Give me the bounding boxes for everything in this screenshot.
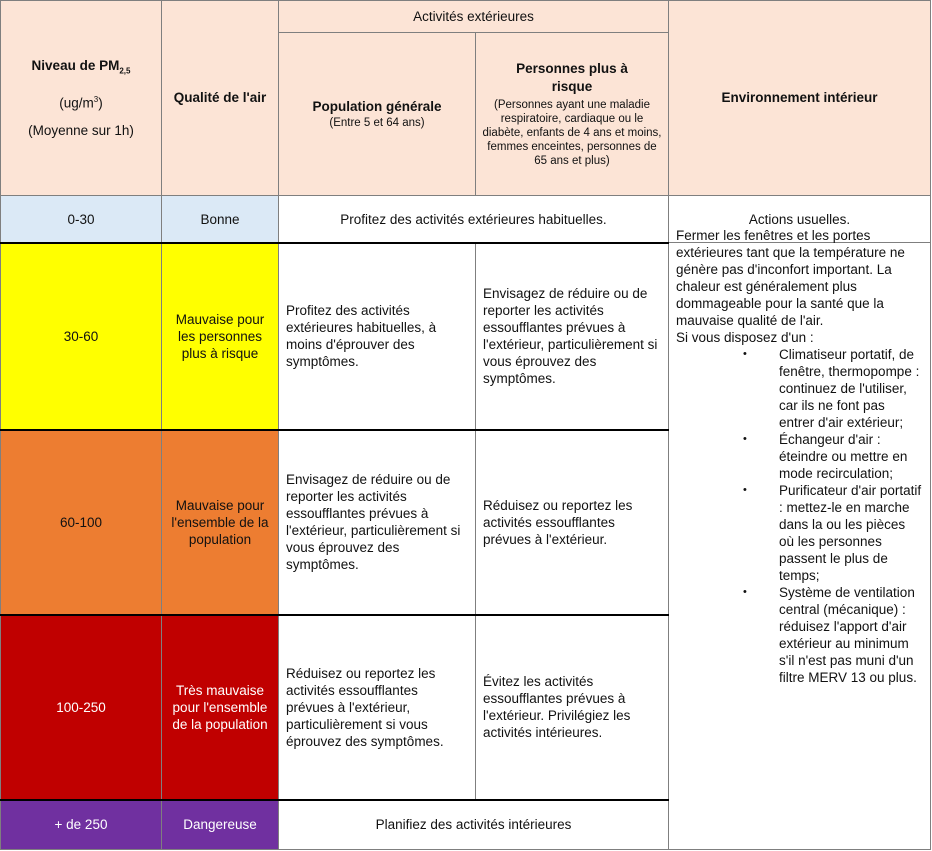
- header-indoor-environment: Environnement intérieur: [669, 0, 931, 196]
- indoor-advice-good: Actions usuelles.: [669, 196, 931, 243]
- row-separator: [0, 614, 669, 616]
- risk-advice-30-60: Envisagez de réduire ou de reporter les activités essoufflantes prévues à l'extérieur, particulièrement si vous éprouvez des symptômes.: [476, 243, 669, 430]
- quality-cell-very-bad: Très mauvaise pour l'ensemble de la population: [162, 615, 279, 800]
- header-at-risk-people: Personnes plus à risque (Personnes ayant une maladie respiratoire, cardiaque ou le diabète, enfants de 4 ans et moins, femmes enceintes, personnes de 65 ans et plus): [476, 33, 669, 196]
- row-separator: [0, 429, 669, 431]
- list-item: • Échangeur d'air : éteindre ou mettre en mode recirculation;: [779, 431, 923, 482]
- general-advice-100-250: Réduisez ou reportez les activités essoufflantes prévues à l'extérieur, particulièrement si vous éprouvez des symptômes.: [279, 615, 476, 800]
- level-cell-30-60: 30-60: [0, 243, 162, 430]
- header-general-population: Population générale (Entre 5 et 64 ans): [279, 33, 476, 196]
- indoor-intro: Fermer les fenêtres et les portes extérieures tant que la température ne génère pas d'inconfort important. La chaleur est généralement plus dommageable pour la santé que la mauvaise qualité de l'air.: [676, 227, 905, 328]
- indoor-advice-merged: [669, 227, 931, 850]
- indoor-device-list: [676, 346, 923, 686]
- risk-advice-60-100: Réduisez ou reportez les activités essoufflantes prévues à l'extérieur.: [476, 430, 669, 615]
- risk-advice-100-250: Évitez les activités essoufflantes prévues à l'extérieur. Privilégiez les activités intérieures.: [476, 615, 669, 800]
- header-outdoor-activities: Activités extérieures: [279, 0, 669, 33]
- level-cell-0-30: 0-30: [0, 196, 162, 243]
- level-cell-100-250: 100-250: [0, 615, 162, 800]
- outdoor-advice-dangerous: Planifiez des activités intérieures: [279, 800, 669, 850]
- general-advice-60-100: Envisagez de réduire ou de reporter les activités essoufflantes prévues à l'extérieur, particulièrement si vous éprouvez des symptômes.: [279, 430, 476, 615]
- outdoor-advice-good: Profitez des activités extérieures habituelles.: [279, 196, 669, 243]
- row-separator: [0, 799, 669, 801]
- list-item: • Purificateur d'air portatif : mettez-le en marche dans la ou les pièces où les personnes passent le plus de temps;: [779, 482, 923, 584]
- level-cell-250-plus: + de 250: [0, 800, 162, 850]
- quality-cell-bad-at-risk: Mauvaise pour les personnes plus à risque: [162, 243, 279, 430]
- indoor-lead: Si vous disposez d'un :: [676, 329, 814, 345]
- quality-cell-dangerous: Dangereuse: [162, 800, 279, 850]
- row-separator: [0, 242, 669, 244]
- general-advice-30-60: Profitez des activités extérieures habituelles, à moins d'éprouver des symptômes.: [279, 243, 476, 430]
- level-cell-60-100: 60-100: [0, 430, 162, 615]
- quality-cell-good: Bonne: [162, 196, 279, 243]
- quality-cell-bad-everyone: Mauvaise pour l'ensemble de la population: [162, 430, 279, 615]
- list-item: • Climatiseur portatif, de fenêtre, thermopompe : continuez de l'utiliser, car ils ne font pas entrer d'air extérieur;: [779, 346, 923, 431]
- header-air-quality: Qualité de l'air: [162, 0, 279, 196]
- header-pm-level: Niveau de $PM_{2,5}$ $(ug/m^3)$ (Moyenne sur 1h): [0, 0, 162, 196]
- list-item: • Système de ventilation central (mécanique) : réduisez l'apport d'air extérieur au minimum s'il n'est pas muni d'un filtre MERV 13 ou plus.: [779, 584, 923, 686]
